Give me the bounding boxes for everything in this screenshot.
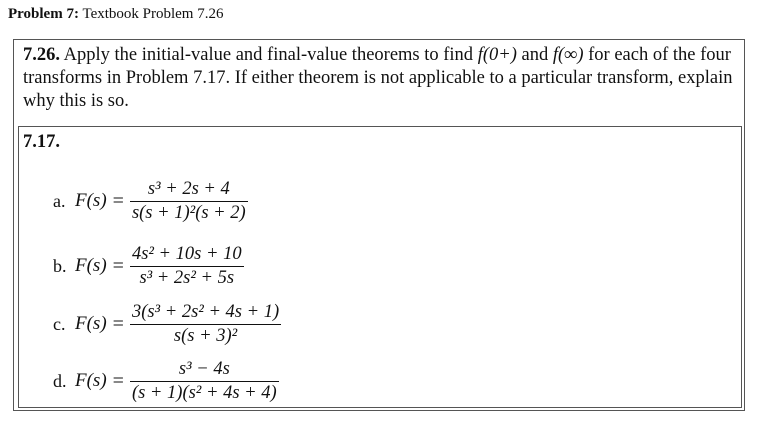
problem-box (13, 39, 745, 411)
problem-number: 7.26. (23, 45, 60, 65)
fraction (130, 358, 279, 405)
statement-part1: Apply the initial-value and final-value theorems to find (63, 45, 474, 65)
fraction (130, 301, 281, 348)
numerator: s³ + 2s + 4 (147, 178, 230, 199)
final-value-expr: f(∞) (552, 45, 584, 65)
item-label: d. (53, 370, 67, 391)
problem-header (8, 6, 223, 23)
problem-statement (23, 44, 735, 113)
numerator: s³ − 4s (178, 358, 230, 379)
reference-box (18, 126, 742, 408)
transform-lhs: F(s) (75, 255, 107, 276)
equals-sign: = (112, 369, 124, 392)
denominator: s³ + 2s² + 5s (139, 267, 235, 288)
initial-value-expr: f(0+) (477, 45, 517, 65)
denominator: s(s + 1)²(s + 2) (131, 202, 246, 223)
transform-a (53, 171, 248, 231)
fraction (130, 178, 248, 225)
denominator: (s + 1)(s² + 4s + 4) (131, 382, 277, 403)
problem-label: Problem 7: (8, 6, 79, 22)
transform-b (53, 236, 244, 296)
item-label: a. (53, 190, 66, 211)
equals-sign: = (112, 189, 124, 212)
numerator: 3(s³ + 2s² + 4s + 1) (131, 301, 280, 322)
reference-number: 7.17. (23, 132, 60, 152)
denominator: s(s + 3)² (173, 325, 238, 346)
item-label: c. (53, 313, 66, 334)
statement-part2: for each of the four transforms in Problem 7.17. If either theorem is not applicable to a particular transform, explain why this is so. (23, 45, 733, 111)
transform-c (53, 294, 281, 354)
problem-title: Textbook Problem 7.26 (82, 6, 224, 22)
transform-d (53, 351, 279, 411)
fraction (130, 243, 244, 290)
equals-sign: = (112, 312, 124, 335)
statement-and: and (521, 45, 549, 65)
transform-lhs: F(s) (75, 313, 107, 334)
item-label: b. (53, 255, 67, 276)
equals-sign: = (112, 254, 124, 277)
numerator: 4s² + 10s + 10 (131, 243, 242, 264)
transform-lhs: F(s) (75, 190, 107, 211)
transform-lhs: F(s) (75, 370, 107, 391)
